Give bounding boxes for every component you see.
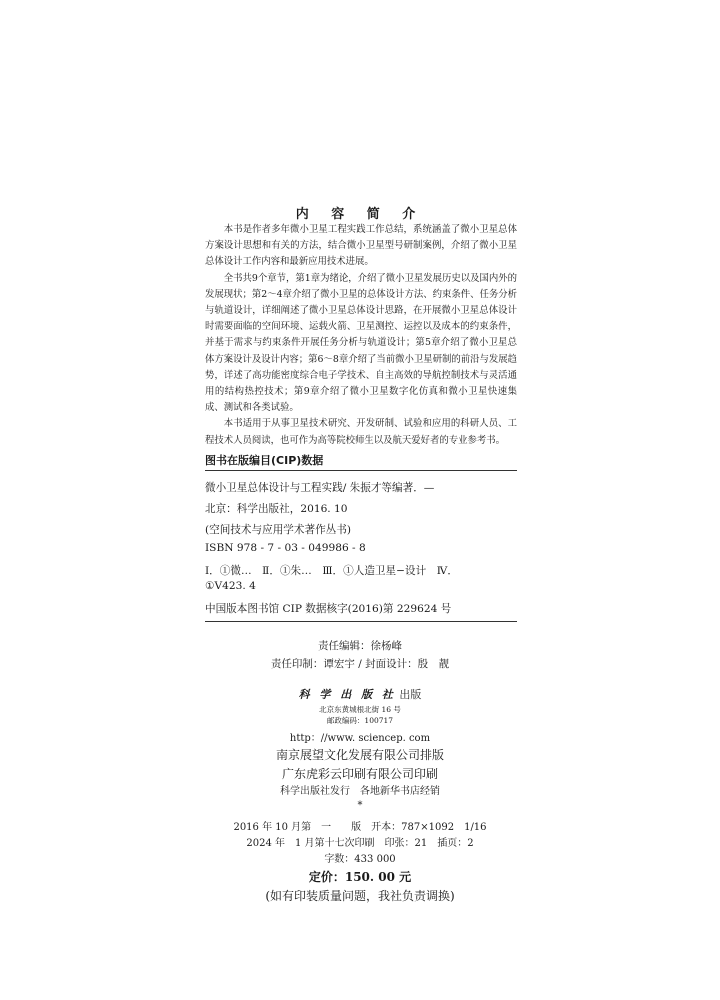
publisher-suffix: 出版 — [399, 688, 422, 701]
publisher-address: 北京东黄城根北街 16 号 — [319, 705, 401, 714]
typesetter-line: 南京展望文化发展有限公司排版 — [275, 748, 444, 762]
publisher-postcode: 邮政编码：100717 — [326, 716, 394, 725]
publisher-name: 科 学 出 版 社 — [298, 688, 396, 701]
summary-paragraph-2: 全书共9个章节，第1章为绪论，介绍了微小卫星发展历史以及国内外的发展现状；第2～4章介绍了微小卫星的总体设计方法、约束条件、任务分析与轨道设计，详细阐述了微小卫星总体设计思路，在开展微小卫星总体设计时需要面临的空间环境、运载火箭、卫星测控、运控以及成本的约束条件，并基于需求与约束条件开展任务分析与轨道设计；第5章介绍了微小卫星总体方案设计及设计内容；第6～8章介绍了当前微小卫星研制的前沿与发展趋势，详述了高功能密度综合电子学技术、自主高效的导航控制技术与灵活通用的结构热控技术；第9章介绍了微小卫星数字化仿真和微小卫星快速集成、测试和各类试验。 — [205, 272, 517, 414]
cip-publisher-line: 北京：科学出版社，2016. 10 — [205, 503, 348, 515]
cip-class-line: ①V423. 4 — [205, 580, 256, 592]
distribution-line: 科学出版社发行 各地新华书店经销 — [280, 786, 440, 797]
cip-title-line: 微小卫星总体设计与工程实践/ 朱振才等编著．— — [205, 482, 435, 494]
cip-number-line: 中国版本图书馆 CIP 数据核字(2016)第 229624 号 — [205, 603, 452, 615]
word-count: 字数：433 000 — [324, 854, 396, 865]
price: 定价：150. 00 元 — [308, 870, 412, 884]
cip-series-line: (空间技术与应用学术著作丛书) — [205, 524, 351, 536]
separator-star: * — [357, 800, 363, 811]
publisher-website: http：//www. sciencep. com — [289, 733, 431, 744]
cip-heading: 图书在版编目(CIP)数据 — [205, 454, 324, 467]
summary-paragraph-1: 本书是作者多年微小卫星工程实践工作总结，系统涵盖了微小卫星总体方案设计思想和有关的方法，结合微小卫星型号研制案例，介绍了微小卫星总体设计工作内容和最新应用技术进展。 — [205, 224, 517, 268]
printer-line: 广东虎彩云印刷有限公司印刷 — [281, 767, 438, 781]
cip-subject-line: Ⅰ．①微… Ⅱ．①朱… Ⅲ．①人造卫星−设计 Ⅳ． — [205, 565, 458, 577]
editor-credit: 责任编辑：徐杨峰 — [318, 640, 402, 652]
summary-paragraph-3: 本书适用于从事卫星技术研究、开发研制、试验和应用的科研人员、工程技术人员阅读，也可作为高等院校师生以及航天爱好者的专业参考书。 — [205, 418, 517, 446]
publisher-line — [0, 686, 720, 702]
cip-isbn-line: ISBN 978 - 7 - 03 - 049986 - 8 — [205, 542, 366, 554]
edition-line-1: 2016 年 10 月第 一 版 开本：787×1092 1/16 — [233, 822, 487, 833]
edition-line-2: 2024 年 1 月第十七次印刷 印张：21 插页：2 — [246, 838, 474, 849]
quality-note: (如有印装质量问题，我社负责调换) — [265, 889, 455, 903]
cip-record — [205, 470, 517, 622]
summary-title: 内 容 简 介 — [295, 207, 425, 222]
summary-body — [205, 222, 517, 449]
print-cover-credit: 责任印制：谭宏宇 / 封面设计：殷 靓 — [270, 658, 450, 670]
